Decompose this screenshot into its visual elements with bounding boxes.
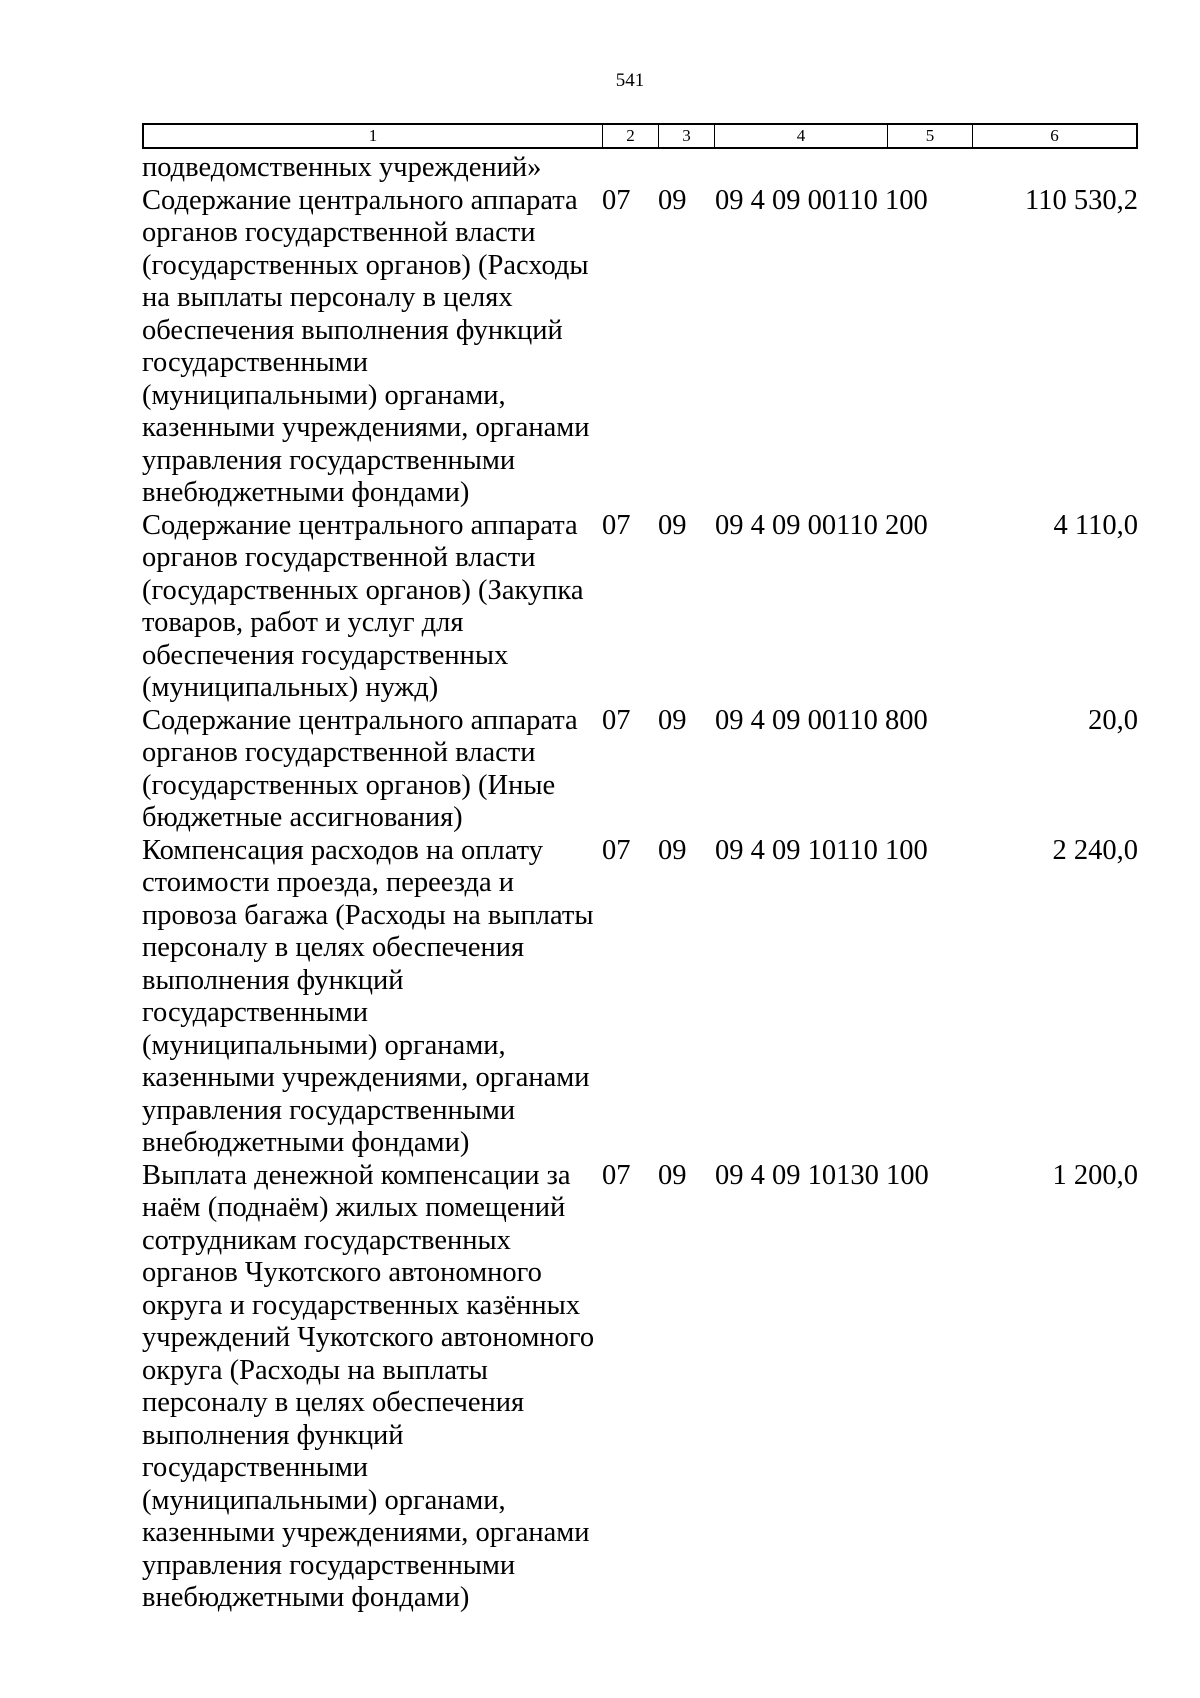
section-code: 07 [602, 1159, 631, 1191]
description-line: государственными [142, 347, 369, 378]
subsection-code: 09 [658, 184, 687, 216]
description-line: (муниципальными) органами, [142, 1029, 506, 1061]
header-col-5: 5 [888, 125, 973, 147]
description-line: обеспечения выполнения функций [142, 314, 563, 346]
target-article-code: 09 4 09 00110 100 [715, 184, 928, 216]
description-line: Выплата денежной компенсации за [142, 1159, 571, 1191]
description-line: органов Чукотского автономного [142, 1257, 542, 1288]
description-line: бюджетные ассигнования) [142, 802, 463, 833]
description-line: товаров, работ и услуг для [142, 607, 464, 638]
section-code: 07 [602, 184, 631, 216]
description-line: казенными учреждениями, органами [142, 1517, 590, 1548]
description-line: Содержание центрального аппарата [142, 704, 578, 736]
subsection-code: 09 [658, 1159, 687, 1191]
description-line: органов государственной власти [142, 737, 536, 768]
section-code: 07 [602, 704, 631, 736]
amount: 1 200,0 [1052, 1159, 1138, 1191]
description-line: государственными [142, 1452, 369, 1483]
target-article-code: 09 4 09 00110 800 [715, 704, 928, 736]
description-line: внебюджетными фондами) [142, 1582, 470, 1613]
description-line: (государственных органов) (Иные [142, 769, 556, 801]
description-line: внебюджетными фондами) [142, 477, 470, 508]
target-article-code: 09 4 09 00110 200 [715, 509, 928, 541]
description-line: внебюджетными фондами) [142, 1127, 470, 1158]
subsection-code: 09 [658, 704, 687, 736]
description-line: (муниципальными) органами, [142, 379, 506, 411]
target-article-code: 09 4 09 10130 100 [715, 1159, 929, 1191]
header-col-2: 2 [603, 125, 659, 147]
amount: 20,0 [1088, 704, 1138, 736]
subsection-code: 09 [658, 509, 687, 541]
table-row [142, 510, 1138, 705]
description-line: органов государственной власти [142, 542, 536, 573]
amount: 110 530,2 [1025, 184, 1138, 216]
description-line: персоналу в целях обеспечения [142, 932, 525, 963]
description-line: Компенсация расходов на оплату [142, 834, 543, 866]
row-description [142, 510, 601, 705]
table-row [142, 705, 1138, 835]
header-col-3: 3 [659, 125, 715, 147]
description-line: управления государственными [142, 1094, 516, 1126]
description-line: (государственных органов) (Расходы [142, 249, 589, 281]
description-line: наём (поднаём) жилых помещений [142, 1192, 566, 1223]
description-line: органов государственной власти [142, 217, 536, 248]
description-line: государственными [142, 997, 369, 1028]
description-line: сотрудникам государственных [142, 1224, 511, 1256]
description-line: (муниципальными) органами, [142, 1484, 506, 1516]
header-col-6: 6 [1050, 126, 1059, 145]
description-line: выполнения функций [142, 964, 404, 996]
header-col-4: 4 [715, 125, 888, 147]
subsection-code: 09 [658, 834, 687, 866]
row-description [142, 185, 601, 510]
header-col-1: 1 [144, 125, 603, 147]
target-article-code: 09 4 09 10110 100 [715, 834, 928, 866]
amount: 4 110,0 [1053, 509, 1138, 541]
section-code: 07 [602, 834, 631, 866]
description-line: учреждений Чукотского автономного [142, 1322, 595, 1353]
table-row [142, 1160, 1138, 1615]
continuation-row [142, 152, 1138, 185]
description-line: управления государственными [142, 1549, 516, 1581]
table-header [142, 123, 1138, 149]
description-line: округа (Расходы на выплаты [142, 1354, 488, 1386]
row-description [142, 835, 601, 1160]
table-row [142, 835, 1138, 1160]
description-line: казенными учреждениями, органами [142, 412, 590, 443]
description-line: (государственных органов) (Закупка [142, 574, 584, 606]
description-line: провоза багажа (Расходы на выплаты [142, 899, 594, 931]
row-description [142, 1160, 601, 1615]
amount: 2 240,0 [1052, 834, 1138, 866]
description-line: Содержание центрального аппарата [142, 184, 578, 216]
continuation-text: подведомственных учреждений» [142, 152, 542, 183]
description-line: округа и государственных казённых [142, 1289, 581, 1321]
description-line: (муниципальных) нужд) [142, 672, 439, 703]
description-line: казенными учреждениями, органами [142, 1062, 590, 1093]
description-line: управления государственными [142, 444, 516, 476]
description-line: персоналу в целях обеспечения [142, 1387, 525, 1418]
description-line: стоимости проезда, переезда и [142, 867, 515, 898]
description-line: Содержание центрального аппарата [142, 509, 578, 541]
description-line: обеспечения государственных [142, 639, 509, 671]
section-code: 07 [602, 509, 631, 541]
description-line: выполнения функций [142, 1419, 404, 1451]
table-row [142, 185, 1138, 510]
description-line: на выплаты персоналу в целях [142, 282, 513, 313]
page-number: 541 [615, 70, 645, 91]
table-body [142, 152, 1138, 1615]
row-description [142, 705, 601, 835]
